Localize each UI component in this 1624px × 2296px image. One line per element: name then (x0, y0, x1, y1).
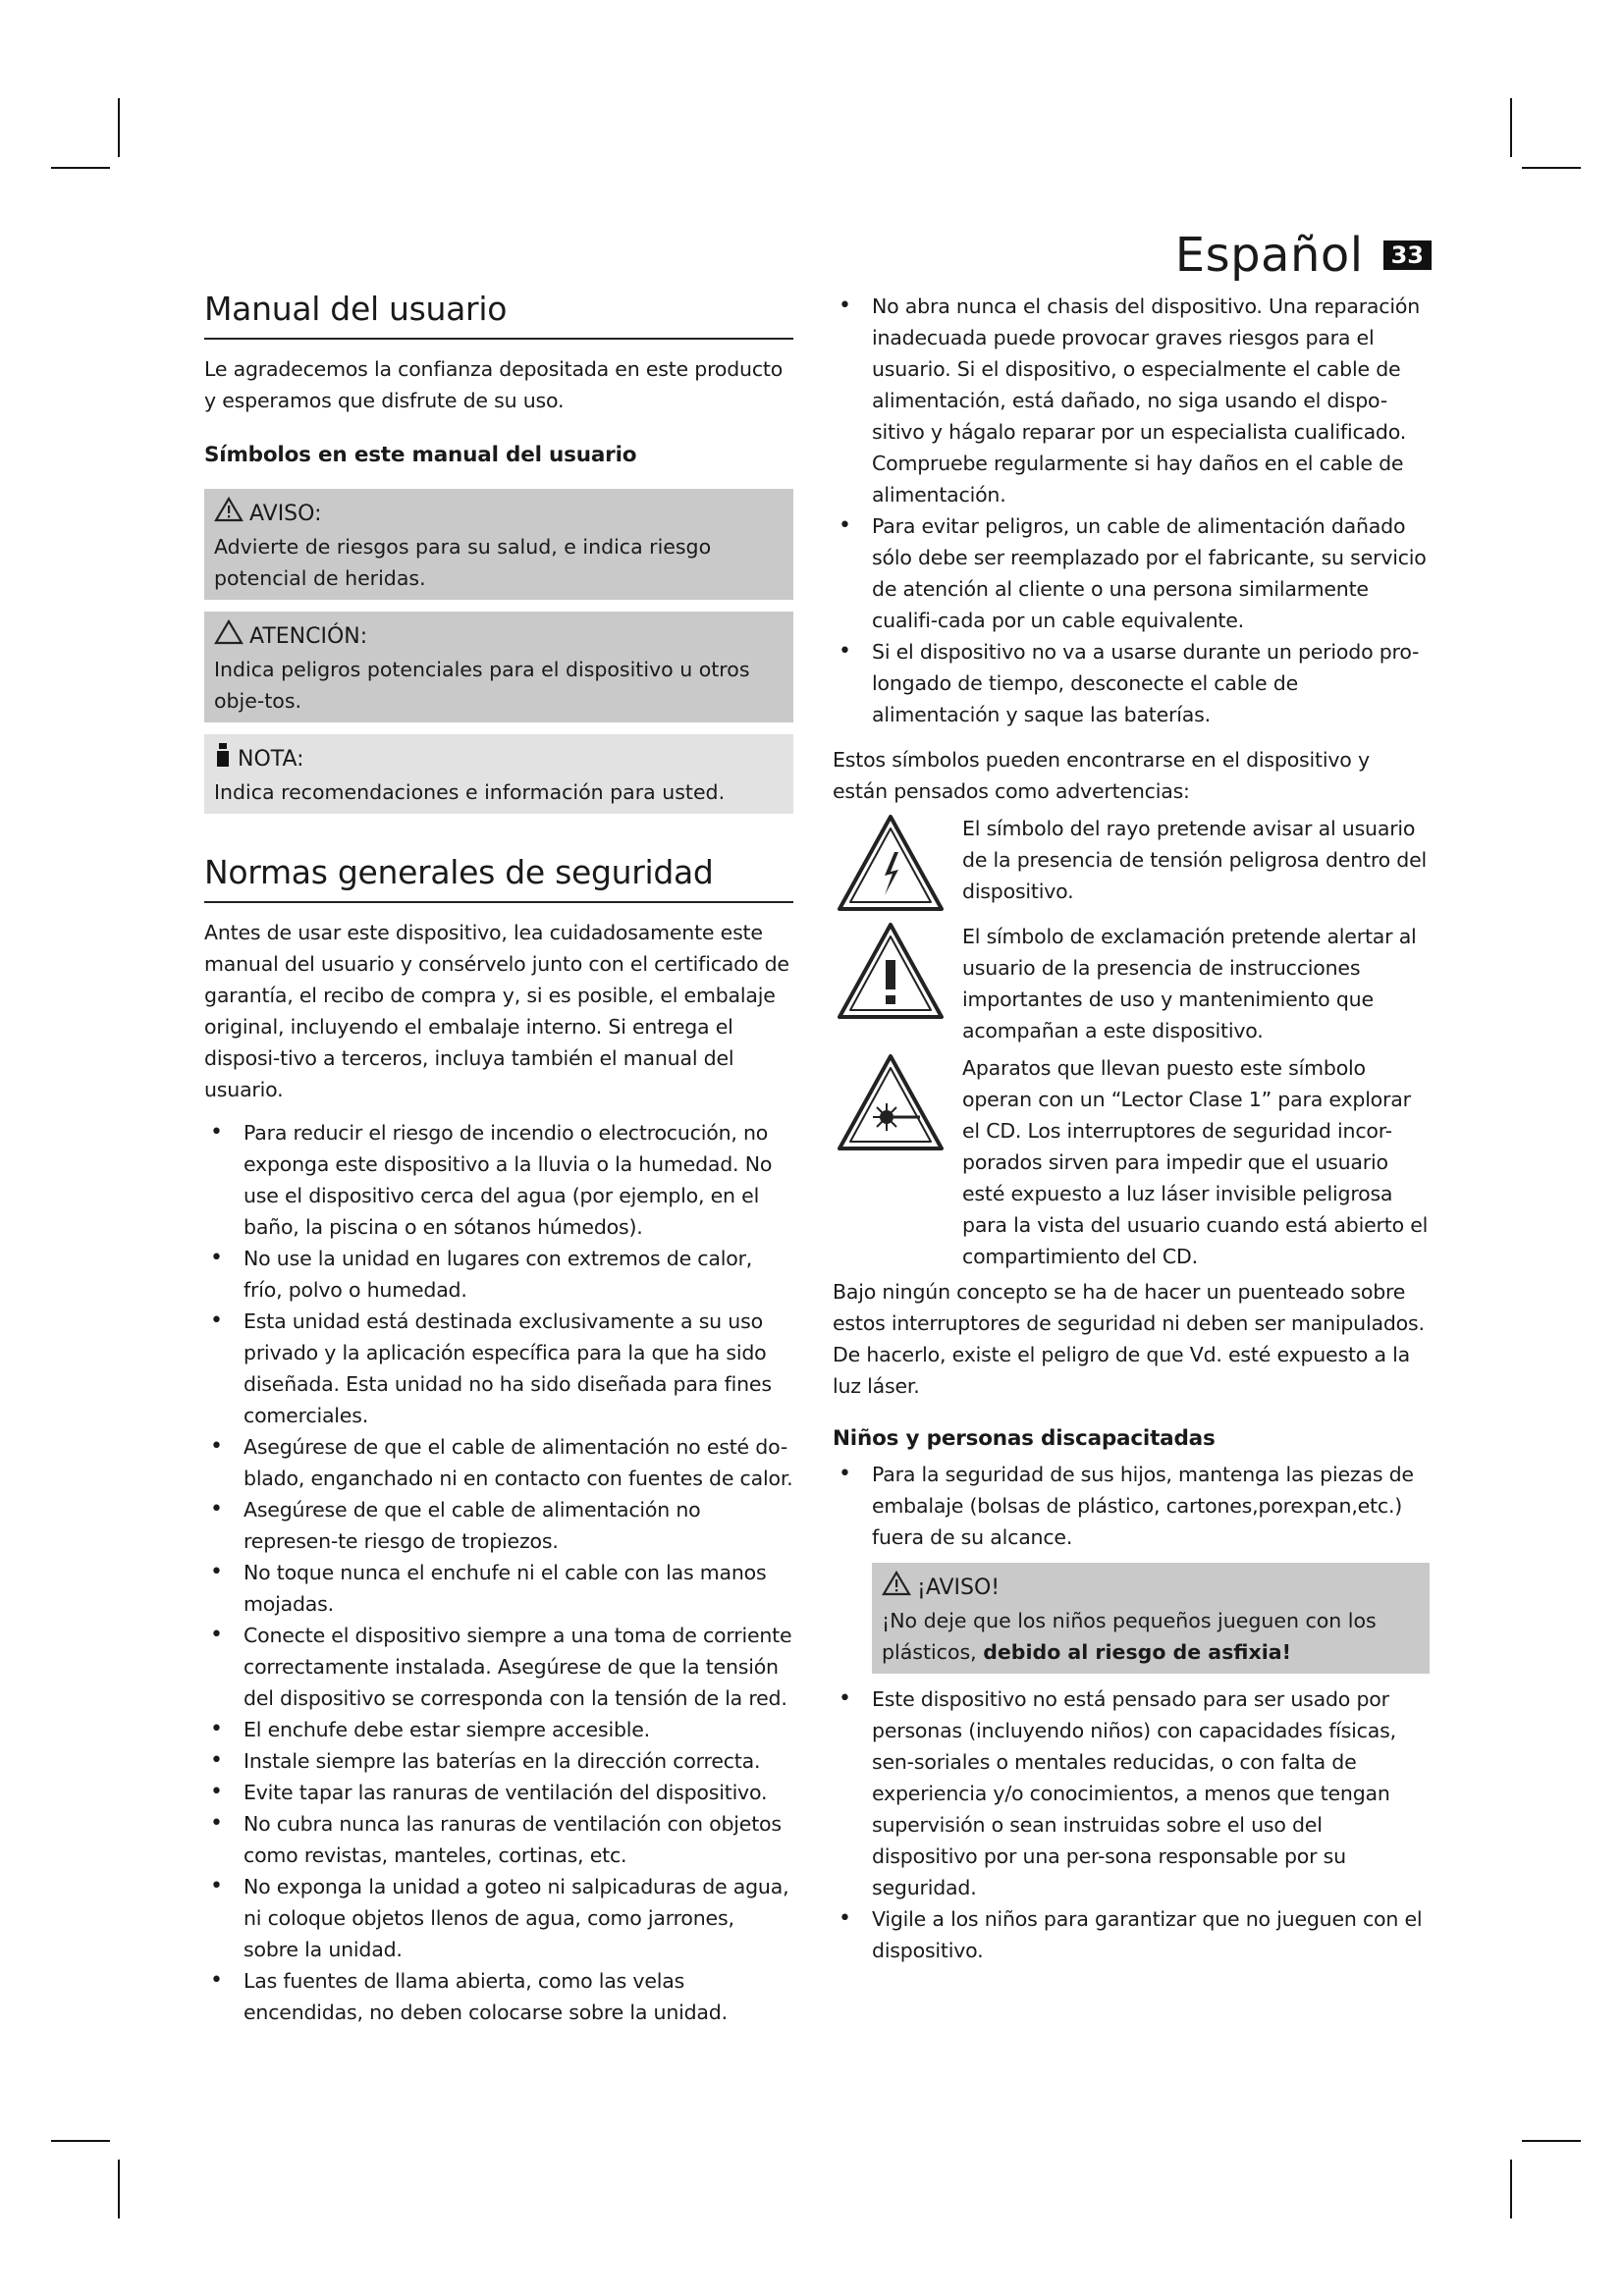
list-item: • No cubra nunca las ranuras de ventilación con objetos como revistas, manteles, cortinas, etc. (204, 1808, 793, 1871)
left-column (204, 280, 793, 2028)
list-item: • Para la seguridad de sus hijos, mantenga las piezas de embalaje (bolsas de plástico, cartones,porexpan,etc.) fuera de su alcance. (833, 1459, 1430, 1553)
lightning-symbol-row (833, 813, 1430, 915)
aviso-label: AVISO: (249, 501, 322, 526)
aviso-text: Advierte de riesgos para su salud, e indica riesgo potencial de heridas. (214, 535, 712, 590)
laser-symbol-row (833, 1052, 1430, 1272)
aviso-children-text: ¡No deje que los niños pequeños jueguen con los plásticos, debido al riesgo de asfixia! (882, 1609, 1377, 1664)
caution-triangle-icon (214, 619, 244, 654)
intro-text: Le agradecemos la confianza depositada en este producto y esperamos que disfrute de su uso. (204, 357, 784, 412)
list-item: • Este dispositivo no está pensado para ser usado por personas (incluyendo niños) con capacidades físicas, sen-soriales o mentales reducidas, o con falta de experiencia y/o conocimientos, a menos que tengan supervisión o sean instruidas sobre el uso del dispositivo por una per-sona responsable por su seguridad. (833, 1683, 1430, 1903)
exclamation-warning-icon (833, 921, 948, 1046)
list-item: • Instale siempre las baterías en la dirección correcta. (204, 1745, 793, 1777)
safety-intro: Antes de usar este dispositivo, lea cuidadosamente este manual del usuario y consérvelo junto con el certificado de garantía, el recibo de compra y, si es posible, el embalaje original, incluyendo el embalaje interno. Si entrega el disposi-tivo a terceros, incluya también el manual del usuario. (204, 921, 789, 1101)
list-item: • Esta unidad está destinada exclusivamente a su uso privado y la aplicación específica para la que ha sido diseñada. Esta unidad no ha sido diseñada para fines comerciales. (204, 1306, 793, 1431)
children-heading: Niños y personas discapacitadas (833, 1426, 1216, 1451)
list-item: • Las fuentes de llama abierta, como las velas encendidas, no deben colocarse sobre la unidad. (204, 1965, 793, 2028)
crop-mark (51, 167, 110, 169)
children-list (833, 1459, 1430, 1553)
info-icon (214, 742, 232, 776)
lightning-symbol-text: El símbolo del rayo pretende avisar al usuario de la presencia de tensión peligrosa dentro del dispositivo. (962, 817, 1427, 903)
laser-symbol-text: Aparatos que llevan puesto este símbolo operan con un “Lector Clase 1” para explorar el CD. Los interruptores de seguridad incor-porados sirven para impedir que el usuario esté expuesto a luz láser invisible peligrosa para la vista del usuario cuando está abierto el compartimiento del CD. (962, 1056, 1429, 1268)
laser-warning-icon (833, 1052, 948, 1272)
aviso-children-label: ¡AVISO! (917, 1575, 1001, 1600)
atencion-box (204, 612, 793, 722)
crop-mark (1510, 98, 1512, 157)
exclamation-symbol-text: El símbolo de exclamación pretende alertar al usuario de la presencia de instrucciones importantes de uso y mantenimiento que acompañan a este dispositivo. (962, 925, 1417, 1042)
page-header (1174, 228, 1432, 283)
atencion-label: ATENCIÓN: (249, 623, 368, 649)
list-item: • Para evitar peligros, un cable de alimentación dañado sólo debe ser reemplazado por el fabricante, su servicio de atención al cliente o una persona similarmente cualifi-cada por un cable equivalente. (833, 510, 1430, 636)
list-item: • No exponga la unidad a goteo ni salpicaduras de agua, ni coloque objetos llenos de agua, como jarrones, sobre la unidad. (204, 1871, 793, 1965)
right-column (833, 291, 1430, 1966)
list-item: • No abra nunca el chasis del dispositivo. Una reparación inadecuada puede provocar graves riesgos para el usuario. Si el dispositivo, o especialmente el cable de alimentación, está dañado, no siga usando el dispo-sitivo y hágalo reparar por un especialista cualificado. Compruebe regularmente si hay daños en el cable de alimentación. (833, 291, 1430, 510)
list-item: • Evite tapar las ranuras de ventilación del dispositivo. (204, 1777, 793, 1808)
asphyxia-warning: debido al riesgo de asfixia! (983, 1640, 1291, 1664)
aviso-children-box (872, 1563, 1430, 1674)
lightning-warning-icon (833, 813, 948, 915)
list-item: • Asegúrese de que el cable de alimentación no represen-te riesgo de tropiezos. (204, 1494, 793, 1557)
warning-triangle-icon (882, 1571, 911, 1605)
list-item: • Para reducir el riesgo de incendio o electrocución, no exponga este dispositivo a la lluvia o la humedad. No use el dispositivo cerca del agua (por ejemplo, en el baño, la piscina o en sótanos húmedos). (204, 1117, 793, 1243)
page-number: 33 (1383, 240, 1432, 270)
list-item: • Si el dispositivo no va a usarse durante un periodo pro-longado de tiempo, desconecte el cable de alimentación y saque las baterías. (833, 636, 1430, 730)
atencion-text: Indica peligros potenciales para el dispositivo u otros obje-tos. (214, 658, 750, 713)
list-item: • Asegúrese de que el cable de alimentación no esté do-blado, enganchado ni en contacto con fuentes de calor. (204, 1431, 793, 1494)
nota-box (204, 734, 793, 814)
laser-warning-text: Bajo ningún concepto se ha de hacer un puenteado sobre estos interruptores de seguridad ni deben ser manipulados. De hacerlo, existe el peligro de que Vd. esté expuesto a la luz láser. (833, 1280, 1425, 1398)
safety-list (204, 1117, 793, 2028)
crop-mark (118, 98, 120, 157)
aviso-box (204, 489, 793, 600)
nota-text: Indica recomendaciones e información para usted. (214, 780, 726, 804)
list-item: • Conecte el dispositivo siempre a una toma de corriente correctamente instalada. Asegúrese de que la tensión del dispositivo se corresponda con la tensión de la red. (204, 1620, 793, 1714)
symbols-intro: Estos símbolos pueden encontrarse en el dispositivo y están pensados como advertencias: (833, 748, 1370, 803)
crop-mark (118, 2160, 120, 2218)
list-item: • Vigile a los niños para garantizar que no jueguen con el dispositivo. (833, 1903, 1430, 1966)
list-item: • No toque nunca el enchufe ni el cable con las manos mojadas. (204, 1557, 793, 1620)
warning-triangle-icon (214, 497, 244, 531)
exclamation-symbol-row (833, 921, 1430, 1046)
crop-mark (1522, 2140, 1581, 2142)
nota-label: NOTA: (238, 746, 304, 772)
crop-mark (51, 2140, 110, 2142)
crop-mark (1522, 167, 1581, 169)
safety-title: Normas generales de seguridad (204, 853, 793, 903)
vulnerable-persons-list (833, 1683, 1430, 1966)
symbols-heading: Símbolos en este manual del usuario (204, 443, 637, 467)
language-title: Español (1174, 228, 1364, 283)
manual-title: Manual del usuario (204, 290, 793, 340)
list-item: • El enchufe debe estar siempre accesible. (204, 1714, 793, 1745)
crop-mark (1510, 2160, 1512, 2218)
safety-list-continued (833, 291, 1430, 730)
list-item: • No use la unidad en lugares con extremos de calor, frío, polvo o humedad. (204, 1243, 793, 1306)
